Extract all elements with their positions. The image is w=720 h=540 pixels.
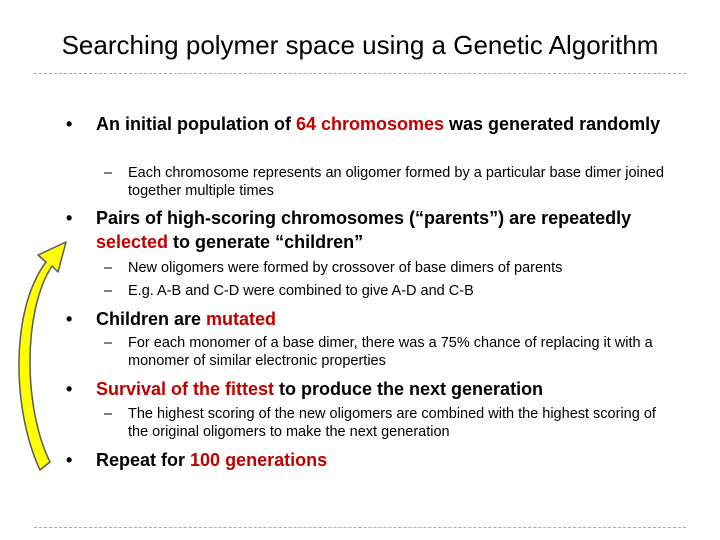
sub-bullet: – New oligomers were formed by crossover of base dimers of parents — [104, 260, 563, 276]
emphasis-text: Survival of the fittest — [96, 379, 275, 399]
bullet-parent-selection: • Pairs of high-scoring chromosomes (“parents”) are repeatedly selected to generate “children” — [66, 208, 632, 252]
emphasis-text: 64 chromosomes — [295, 114, 445, 134]
bullet-mutation: • Children are mutated — [66, 309, 277, 329]
sub-bullet: – For each monomer of a base dimer, there was a 75% chance of replacing it with a monomer of similar electronic properties — [104, 335, 653, 369]
bullet-dot: • — [66, 450, 73, 470]
sub-bullet: – Each chromosome represents an oligomer formed by a particular base dimer joined together multiple times — [104, 165, 664, 199]
sub-bullet: – The highest scoring of the new oligomers are combined with the highest scoring of the original oligomers to make the next generation — [104, 406, 656, 440]
slide-title: Searching polymer space using a Genetic Algorithm — [61, 30, 659, 60]
bullet-survival: • Survival of the fittest to produce the next generation — [66, 379, 544, 399]
sub-bullet: – E.g. A-B and C-D were combined to give A-D and C-B — [104, 283, 474, 299]
emphasis-text: 100 generations — [190, 450, 328, 470]
bullet-dot: • — [66, 379, 73, 399]
bullet-repeat: • Repeat for 100 generations — [66, 450, 328, 470]
bullet-dot: • — [66, 309, 73, 329]
bottom-divider — [34, 527, 686, 528]
emphasis-text: selected — [96, 232, 169, 252]
bullet-dot: • — [66, 208, 73, 228]
bullet-dot: • — [66, 114, 73, 134]
emphasis-text: mutated — [206, 309, 277, 329]
bullet-initial-population: • An initial population of 64 chromosomes was generated randomly — [66, 114, 661, 134]
